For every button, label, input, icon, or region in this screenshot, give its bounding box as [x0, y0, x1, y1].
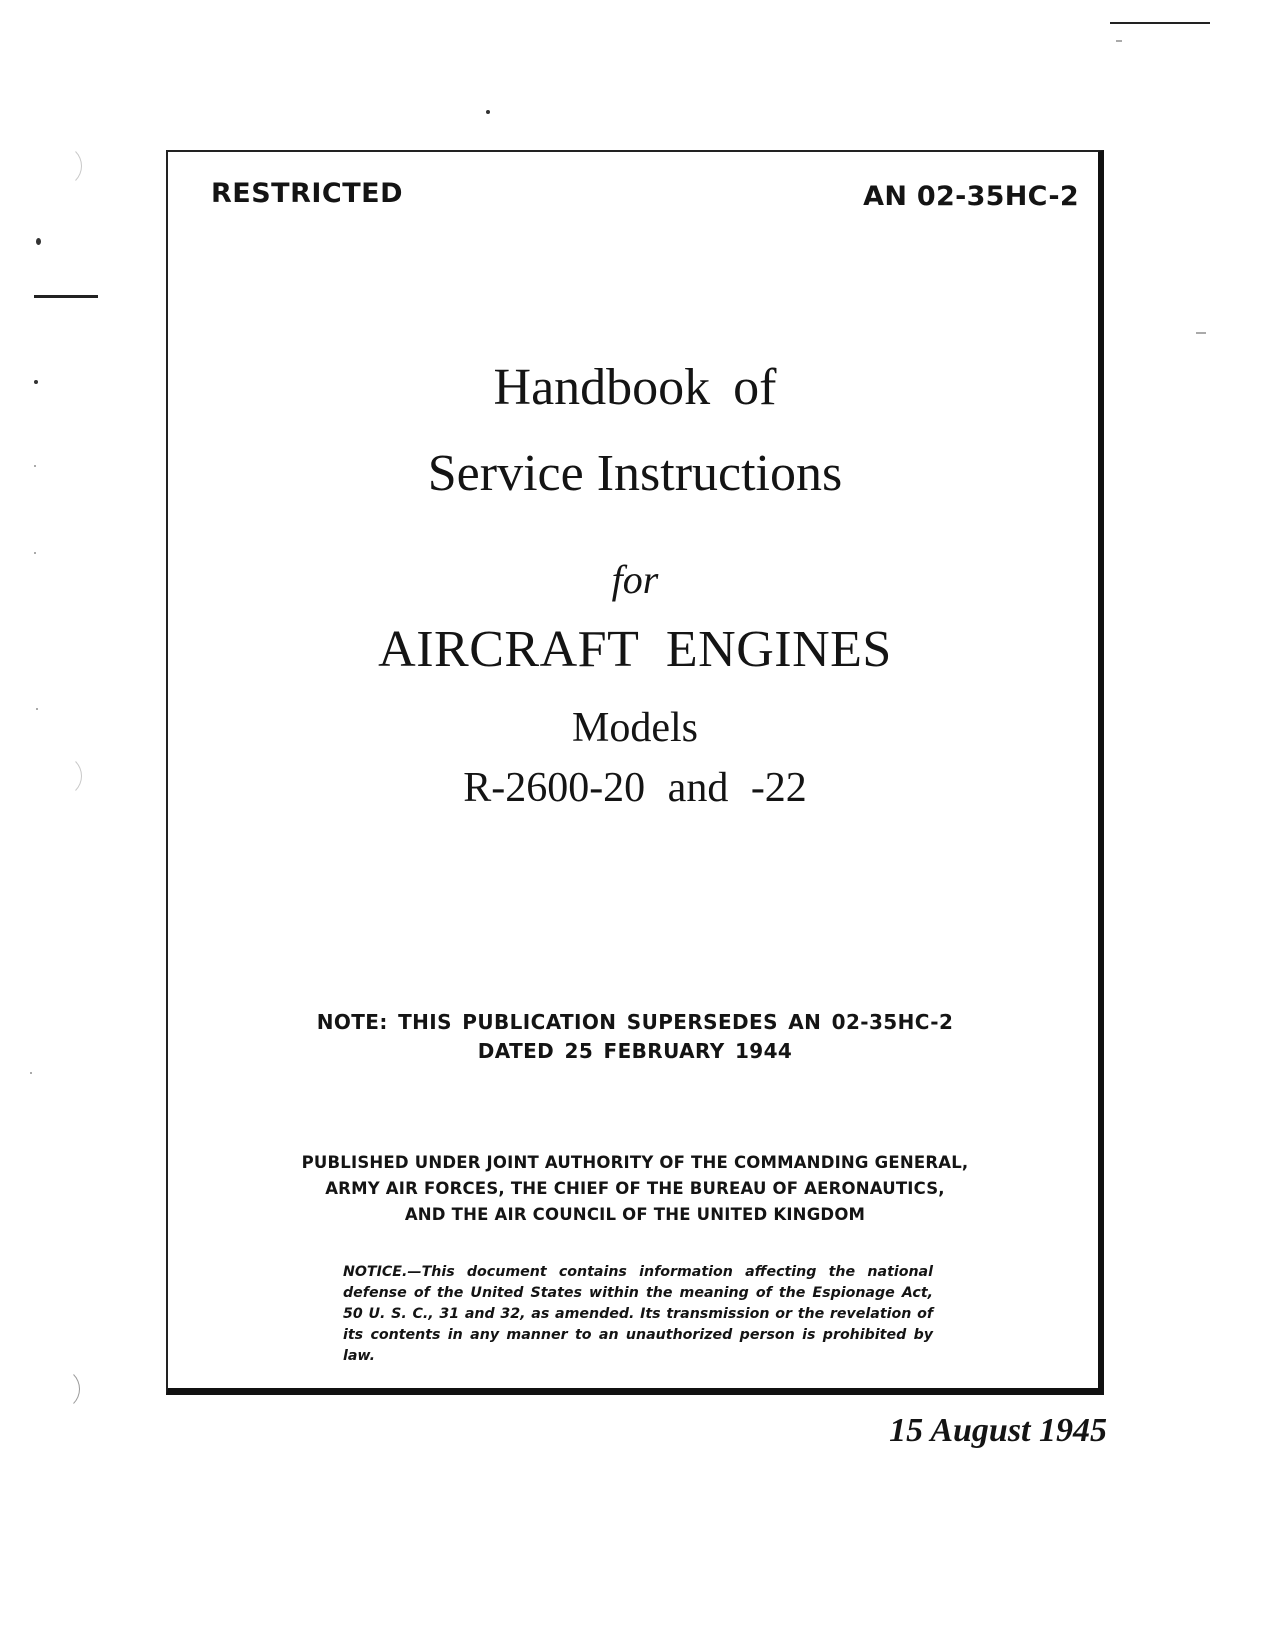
supersedes-note-line-2: DATED 25 FEBRUARY 1944	[477, 1039, 793, 1063]
publication-date: 15 August 1945	[889, 1412, 1107, 1449]
scan-dot	[36, 708, 38, 710]
espionage-notice: NOTICE.—This document contains information affecting the national defense of the United States within the meaning of the Espionage Act, 50 U. S. C., 31 and 32, as amended. Its transmission or the revelation of its contents in any manner to an unauthorized person is prohibited by law.	[343, 1264, 933, 1364]
scan-dot	[486, 110, 490, 114]
scan-dot	[34, 465, 36, 467]
authority-line-3: AND THE AIR COUNCIL OF THE UNITED KINGDOM	[404, 1205, 866, 1224]
model-numbers: R-2600-20 and -22	[463, 765, 807, 811]
scan-arc	[40, 145, 82, 187]
authority-line-1: PUBLISHED UNDER JOINT AUTHORITY OF THE COMMANDING GENERAL,	[301, 1153, 969, 1172]
scan-dot	[1196, 332, 1206, 334]
scan-dot	[1116, 40, 1122, 42]
scan-arc	[38, 1368, 80, 1410]
title-connector: for	[611, 557, 659, 602]
scan-dot	[34, 552, 36, 554]
scan-dot	[36, 238, 41, 245]
title-line-1: Handbook of	[493, 359, 777, 416]
document-number: AN 02-35HC-2	[863, 181, 1079, 212]
scan-arc	[40, 755, 82, 797]
supersedes-note	[166, 1008, 1104, 1066]
scan-dot	[30, 1072, 32, 1074]
models-label: Models	[572, 705, 698, 751]
authority-statement	[166, 1150, 1104, 1228]
supersedes-note-line-1: NOTE: THIS PUBLICATION SUPERSEDES AN 02-35HC-2	[316, 1010, 954, 1034]
scan-mark	[34, 295, 98, 298]
title-subject: AIRCRAFT ENGINES	[378, 621, 892, 678]
authority-line-2: ARMY AIR FORCES, THE CHIEF OF THE BUREAU OF AERONAUTICS,	[325, 1179, 945, 1198]
classification-label: RESTRICTED	[211, 178, 404, 209]
scan-dot	[34, 380, 38, 384]
title-line-2: Service Instructions	[427, 445, 843, 502]
scan-mark	[1110, 22, 1210, 24]
